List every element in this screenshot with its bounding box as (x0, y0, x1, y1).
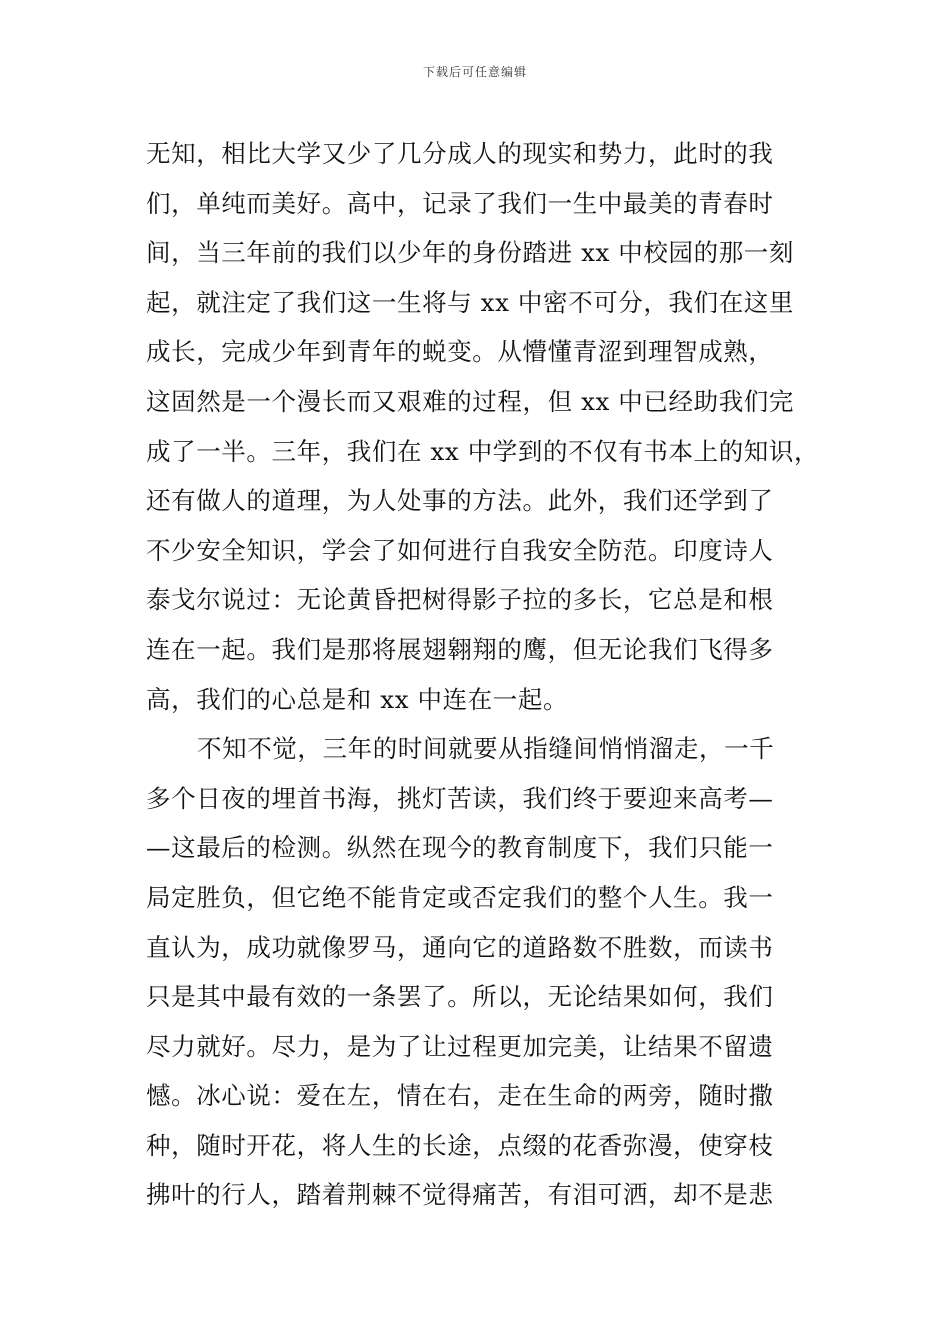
text-line: 成长，完成少年到青年的蜕变。从懵懂青涩到理智成熟， (146, 337, 774, 367)
text-line: 高，我们的心总是和 xx 中连在一起。 (146, 684, 569, 714)
page-header: 下载后可任意编辑 (422, 65, 527, 79)
text-line: 多个日夜的埋首书海，挑灯苦读，我们终于要迎来高考— (146, 783, 774, 813)
text-line: 局定胜负，但它绝不能肯定或否定我们的整个人生。我一 (146, 882, 774, 912)
text-line: 只是其中最有效的一条罢了。所以，无论结果如何，我们 (146, 982, 774, 1012)
text-line: 起，就注定了我们这一生将与 xx 中密不可分，我们在这里 (146, 287, 795, 317)
text-line: 泰戈尔说过：无论黄昏把树得影子拉的多长，它总是和根 (146, 585, 774, 615)
text-line: 憾。冰心说：爱在左，情在右，走在生命的两旁，随时撒 (146, 1081, 774, 1111)
text-line: 成了一半。三年，我们在 xx 中学到的不仅有书本上的知识， (146, 436, 820, 466)
text-line: 这固然是一个漫长而又艰难的过程，但 xx 中已经助我们完 (146, 386, 795, 416)
text-line: 还有做人的道理，为人处事的方法。此外，我们还学到了 (146, 486, 774, 516)
document-body (146, 129, 826, 1220)
text-line: 种，随时开花，将人生的长途，点缀的花香弥漫，使穿枝 (146, 1130, 774, 1160)
text-line: 直认为，成功就像罗马，通向它的道路数不胜数，而读书 (146, 932, 774, 962)
text-line: —这最后的检测。纵然在现今的教育制度下，我们只能一 (146, 833, 774, 863)
text-line: 连在一起。我们是那将展翅翱翔的鹰，但无论我们飞得多 (146, 634, 774, 664)
text-line: 们，单纯而美好。高中，记录了我们一生中最美的青春时 (146, 188, 774, 218)
text-line: 尽力就好。尽力，是为了让过程更加完美，让结果不留遗 (146, 1031, 774, 1061)
text-line: 无知，相比大学又少了几分成人的现实和势力，此时的我 (146, 139, 774, 168)
text-line: 间，当三年前的我们以少年的身份踏进 xx 中校园的那一刻 (146, 238, 795, 268)
paragraph-start-line: 不知不觉，三年的时间就要从指缝间悄悄溜走，一千 (197, 734, 775, 764)
text-line: 不少安全知识，学会了如何进行自我安全防范。印度诗人 (146, 535, 774, 565)
text-line: 拂叶的行人，踏着荆棘不觉得痛苦，有泪可洒，却不是悲 (146, 1180, 774, 1210)
